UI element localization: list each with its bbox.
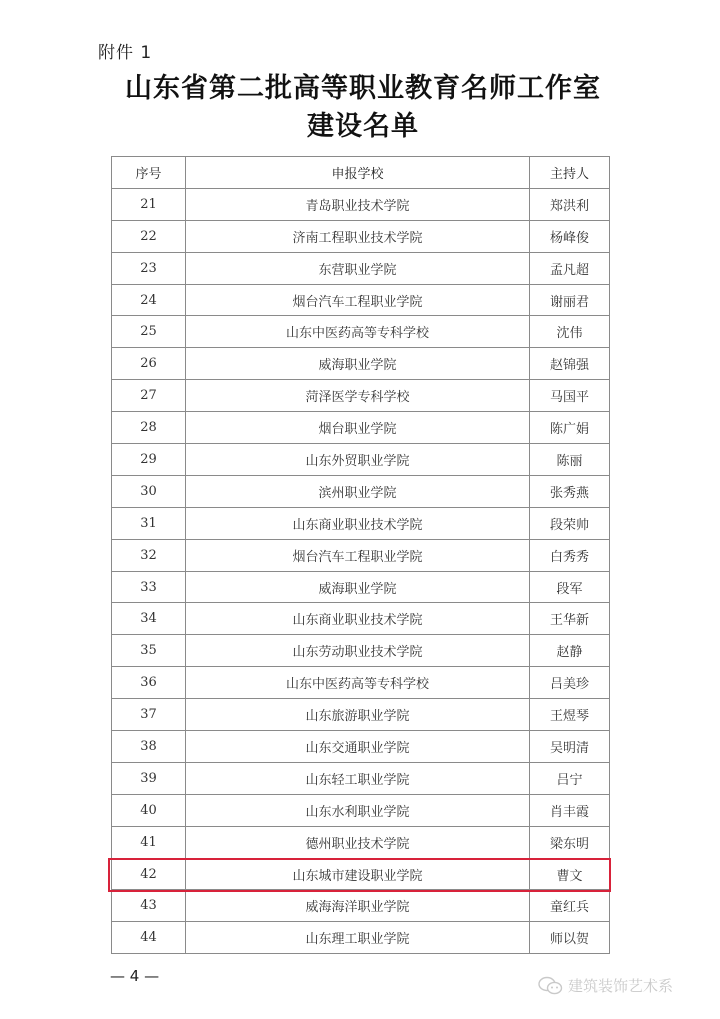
watermark (538, 975, 673, 996)
cell-no: 32 (112, 539, 186, 571)
table-row (112, 348, 610, 380)
cell-host: 谢丽君 (530, 284, 610, 316)
cell-host: 曹文 (530, 858, 610, 890)
cell-host: 梁东明 (530, 826, 610, 858)
cell-school: 山东外贸职业学院 (186, 444, 530, 476)
table-row (112, 188, 610, 220)
table-row (112, 284, 610, 316)
cell-host: 沈伟 (530, 316, 610, 348)
table-row (112, 444, 610, 476)
watermark-text: 建筑装饰艺术系 (568, 977, 674, 995)
cell-no: 37 (112, 699, 186, 731)
cell-school: 山东中医药高等专科学校 (186, 667, 530, 699)
cell-school: 烟台汽车工程职业学院 (186, 539, 530, 571)
cell-host: 吴明清 (530, 731, 610, 763)
cell-no: 40 (112, 794, 186, 826)
attachment-label: 附件 1 (98, 43, 153, 63)
column-header-no: 序号 (112, 157, 186, 189)
cell-school: 山东理工职业学院 (186, 922, 530, 954)
cell-no: 35 (112, 635, 186, 667)
table-row (112, 762, 610, 794)
cell-host: 童红兵 (530, 890, 610, 922)
cell-school: 东营职业学院 (186, 252, 530, 284)
cell-no: 31 (112, 507, 186, 539)
table-row (112, 380, 610, 412)
table-row (112, 220, 610, 252)
cell-host: 吕美珍 (530, 667, 610, 699)
cell-school: 烟台汽车工程职业学院 (186, 284, 530, 316)
cell-no: 26 (112, 348, 186, 380)
table-row (112, 794, 610, 826)
cell-host: 段军 (530, 571, 610, 603)
cell-no: 28 (112, 412, 186, 444)
cell-host: 马国平 (530, 380, 610, 412)
table-row (112, 571, 610, 603)
cell-no: 27 (112, 380, 186, 412)
cell-no: 44 (112, 922, 186, 954)
table-row (112, 316, 610, 348)
roster-table (111, 156, 610, 954)
cell-school: 菏泽医学专科学校 (186, 380, 530, 412)
page-number: — 4 — (110, 967, 160, 985)
table-row (112, 922, 610, 954)
cell-host: 赵静 (530, 635, 610, 667)
cell-host: 张秀燕 (530, 475, 610, 507)
cell-school: 山东交通职业学院 (186, 731, 530, 763)
cell-no: 23 (112, 252, 186, 284)
cell-school: 山东轻工职业学院 (186, 762, 530, 794)
cell-no: 39 (112, 762, 186, 794)
page-title-line-2: 建设名单 (307, 111, 419, 142)
cell-school: 德州职业技术学院 (186, 826, 530, 858)
cell-school: 威海海洋职业学院 (186, 890, 530, 922)
table-row (112, 412, 610, 444)
cell-host: 王煜琴 (530, 699, 610, 731)
cell-host: 段荣帅 (530, 507, 610, 539)
cell-school: 济南工程职业技术学院 (186, 220, 530, 252)
cell-school: 山东城市建设职业学院 (186, 858, 530, 890)
table-row (112, 252, 610, 284)
column-header-school: 申报学校 (186, 157, 530, 189)
cell-school: 山东水利职业学院 (186, 794, 530, 826)
cell-no: 38 (112, 731, 186, 763)
cell-no: 43 (112, 890, 186, 922)
cell-school: 山东劳动职业技术学院 (186, 635, 530, 667)
wechat-icon (538, 976, 564, 996)
cell-host: 孟凡超 (530, 252, 610, 284)
cell-host: 王华新 (530, 603, 610, 635)
table-row (112, 635, 610, 667)
table-row (112, 890, 610, 922)
table-header-row (112, 157, 610, 189)
table-row-highlighted (112, 858, 610, 890)
cell-no: 41 (112, 826, 186, 858)
table-row (112, 826, 610, 858)
cell-host: 陈广娟 (530, 412, 610, 444)
cell-school: 烟台职业学院 (186, 412, 530, 444)
table-row (112, 475, 610, 507)
cell-school: 威海职业学院 (186, 571, 530, 603)
table-row (112, 507, 610, 539)
cell-no: 21 (112, 188, 186, 220)
cell-host: 陈丽 (530, 444, 610, 476)
cell-school: 青岛职业技术学院 (186, 188, 530, 220)
cell-host: 师以贺 (530, 922, 610, 954)
table-row (112, 539, 610, 571)
cell-no: 24 (112, 284, 186, 316)
cell-no: 30 (112, 475, 186, 507)
cell-host: 杨峰俊 (530, 220, 610, 252)
table-row (112, 603, 610, 635)
cell-host: 吕宁 (530, 762, 610, 794)
page-title-line-1: 山东省第二批高等职业教育名师工作室 (125, 73, 601, 104)
cell-host: 肖丰霞 (530, 794, 610, 826)
cell-no: 29 (112, 444, 186, 476)
cell-host: 郑洪利 (530, 188, 610, 220)
cell-school: 山东旅游职业学院 (186, 699, 530, 731)
cell-no: 34 (112, 603, 186, 635)
cell-no: 33 (112, 571, 186, 603)
cell-no: 22 (112, 220, 186, 252)
table-row (112, 731, 610, 763)
cell-school: 山东商业职业技术学院 (186, 603, 530, 635)
table-row (112, 667, 610, 699)
cell-host: 白秀秀 (530, 539, 610, 571)
cell-no: 25 (112, 316, 186, 348)
cell-no: 42 (112, 858, 186, 890)
cell-school: 山东商业职业技术学院 (186, 507, 530, 539)
table-row (112, 699, 610, 731)
cell-school: 威海职业学院 (186, 348, 530, 380)
cell-no: 36 (112, 667, 186, 699)
column-header-host: 主持人 (530, 157, 610, 189)
cell-school: 山东中医药高等专科学校 (186, 316, 530, 348)
cell-school: 滨州职业学院 (186, 475, 530, 507)
cell-host: 赵锦强 (530, 348, 610, 380)
